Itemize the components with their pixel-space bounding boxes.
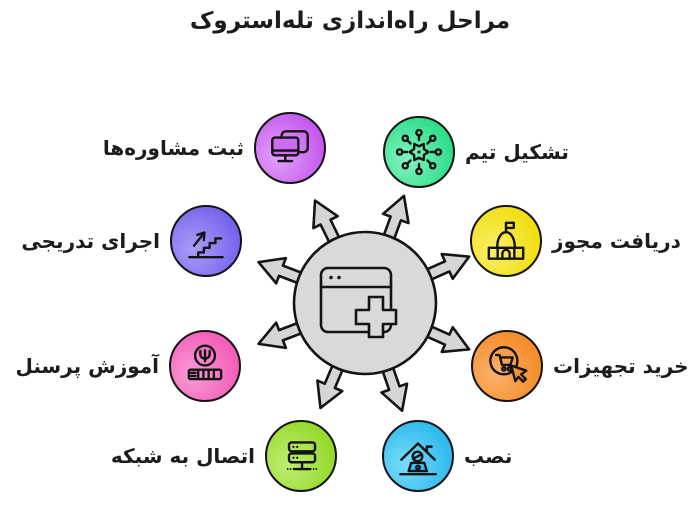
consult-circle: [254, 112, 326, 184]
node-label: اجرای تدریجی: [21, 229, 160, 253]
equipment-circle: [471, 330, 543, 402]
node-license: [470, 205, 681, 277]
node-label: خرید تجهیزات: [553, 354, 689, 378]
node-label: آموزش پرسنل: [15, 354, 159, 378]
gradual-circle: [170, 205, 242, 277]
node-equipment: [471, 330, 689, 402]
team-circle: [383, 116, 455, 188]
government-building-icon: [481, 216, 531, 266]
node-consult: [103, 112, 326, 184]
node-label: اتصال به شبکه: [110, 444, 255, 468]
dual-screen-icon: [265, 123, 315, 173]
install-circle: [382, 420, 454, 492]
server-network-icon: [276, 431, 326, 481]
node-label: دریافت مجوز: [552, 229, 681, 253]
network-hub-icon: [394, 127, 444, 177]
psychology-books-icon: [180, 341, 230, 391]
cart-click-icon: [482, 341, 532, 391]
node-network: [111, 420, 337, 492]
node-training: [16, 330, 242, 402]
training-circle: [169, 330, 241, 402]
license-circle: [470, 205, 542, 277]
node-install: [382, 420, 512, 492]
node-gradual: [21, 205, 242, 277]
hub-center: [294, 232, 436, 374]
node-label: تشکیل تیم: [465, 140, 569, 164]
node-label: ثبت مشاوره‌ها: [102, 136, 244, 160]
node-label: نصب: [464, 444, 513, 468]
node-team: [383, 116, 569, 188]
page-title: مراحل راه‌اندازی تله‌استروک: [189, 8, 511, 34]
network-circle: [265, 420, 337, 492]
home-setup-icon: [393, 431, 443, 481]
stairs-up-icon: [181, 216, 231, 266]
